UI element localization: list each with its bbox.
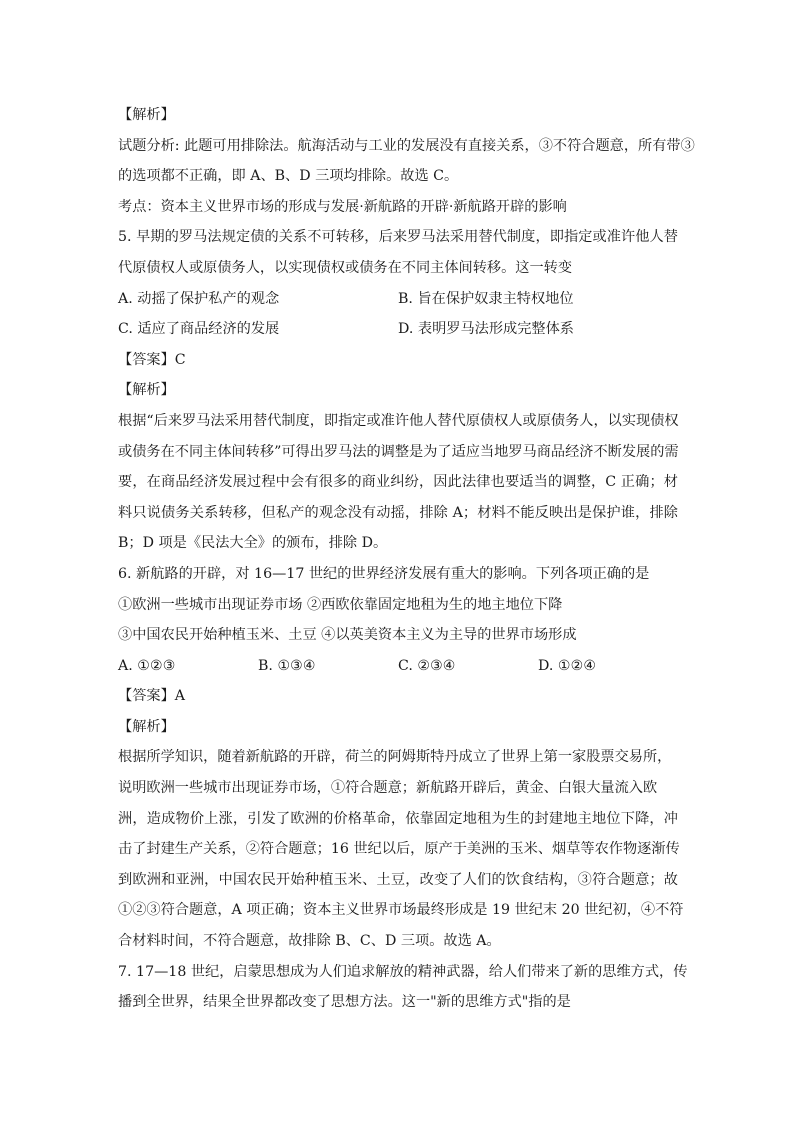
answer-option: D. 表明罗马法形成完整体系	[398, 321, 574, 338]
text-line: 合材料时间，不符合题意，故排除 B、C、D 三项。故选 A。	[118, 933, 501, 950]
answer-option: B. ①③④	[258, 657, 316, 674]
answer-line: 【答案】C	[118, 351, 186, 368]
text-line: 说明欧洲一些城市出现证券市场，①符合题意；新航路开辟后，黄金、白银大量流入欧	[118, 780, 658, 797]
answer-options-row	[118, 314, 678, 345]
text-line: 根据所学知识，随着新航路的开辟，荷兰的阿姆斯特丹成立了世界上第一家股票交易所，	[118, 749, 672, 766]
answer-option: B. 旨在保护奴隶主特权地位	[398, 290, 574, 307]
analysis-heading: 【解析】	[118, 382, 175, 399]
analysis-heading: 【解析】	[118, 107, 175, 123]
text-line: 的选项都不正确，即 A、B、D 三项均排除。故选 C。	[118, 168, 459, 185]
question-stem: 5. 早期的罗马法规定债的关系不可转移，后来罗马法采用替代制度，即指定或准许他人替	[118, 229, 678, 246]
answer-option: A. ①②③	[118, 657, 176, 674]
text-line: 代原债权人或原债务人，以实现债权或债务在不同主体间转移。这一转变	[118, 259, 573, 276]
answer-line: 【答案】A	[118, 688, 185, 705]
text-line: ③中国农民开始种植玉米、土豆 ④以英美资本主义为主导的世界市场形成	[118, 627, 577, 644]
answer-option: D. ①②④	[538, 657, 597, 674]
text-line: 要，在商品经济发展过程中会有很多的商业纠纷，因此法律也要适当的调整，C 正确；材	[118, 474, 678, 491]
answer-option: C. 适应了商品经济的发展	[118, 321, 280, 338]
answer-options-row	[118, 651, 678, 682]
text-line: 试题分析: 此题可用排除法。航海活动与工业的发展没有直接关系，③不符合题意，所有带③	[118, 137, 695, 154]
text-line: 播到全世界，结果全世界都改变了思想方法。这一"新的思维方式"指的是	[118, 994, 571, 1011]
text-line: B；D 项是《民法大全》的颁布，排除 D。	[118, 535, 388, 552]
text-line: ①欧洲一些城市出现证券市场 ②西欧依靠固定地租为生的地主地位下降	[118, 596, 563, 613]
text-line: ①②③符合题意，A 项正确；资本主义世界市场最终形成是 19 世纪末 20 世纪初，④不符	[118, 902, 684, 919]
document-page	[118, 100, 695, 1018]
text-line: 洲，造成物价上涨，引发了欧洲的价格革命，依靠固定地租为生的封建地主地位下降，冲	[118, 810, 678, 827]
analysis-heading: 【解析】	[118, 718, 175, 735]
question-stem: 7. 17—18 世纪，启蒙思想成为人们追求解放的精神武器，给人们带来了新的思维方式，传	[118, 963, 688, 980]
text-line: 击了封建生产关系，②符合题意；16 世纪以后，原产于美洲的玉米、烟草等农作物逐渐传	[118, 841, 680, 858]
text-line: 到欧洲和亚洲，中国农民开始种植玉米、土豆，改变了人们的饮食结构，③符合题意；故	[118, 871, 678, 888]
text-line: 料只说债务关系转移，但私产的观念没有动摇，排除 A；材料不能反映出是保护谁，排除	[118, 504, 678, 521]
text-line: 根据“后来罗马法采用替代制度，即指定或准许他人替代原债权人或原债务人，以实现债权	[118, 412, 679, 429]
text-line: 或债务在不同主体间转移”可得出罗马法的调整是为了适应当地罗马商品经济不断发展的需	[118, 443, 679, 460]
question-stem: 6. 新航路的开辟，对 16—17 世纪的世界经济发展有重大的影响。下列各项正确的是	[118, 565, 650, 582]
answer-option: A. 动摇了保护私产的观念	[118, 290, 280, 307]
key-points-line: 考点：资本主义世界市场的形成与发展·新航路的开辟·新航路开辟的影响	[118, 198, 567, 215]
answer-options-row	[118, 284, 678, 315]
answer-option: C. ②③④	[398, 657, 456, 674]
